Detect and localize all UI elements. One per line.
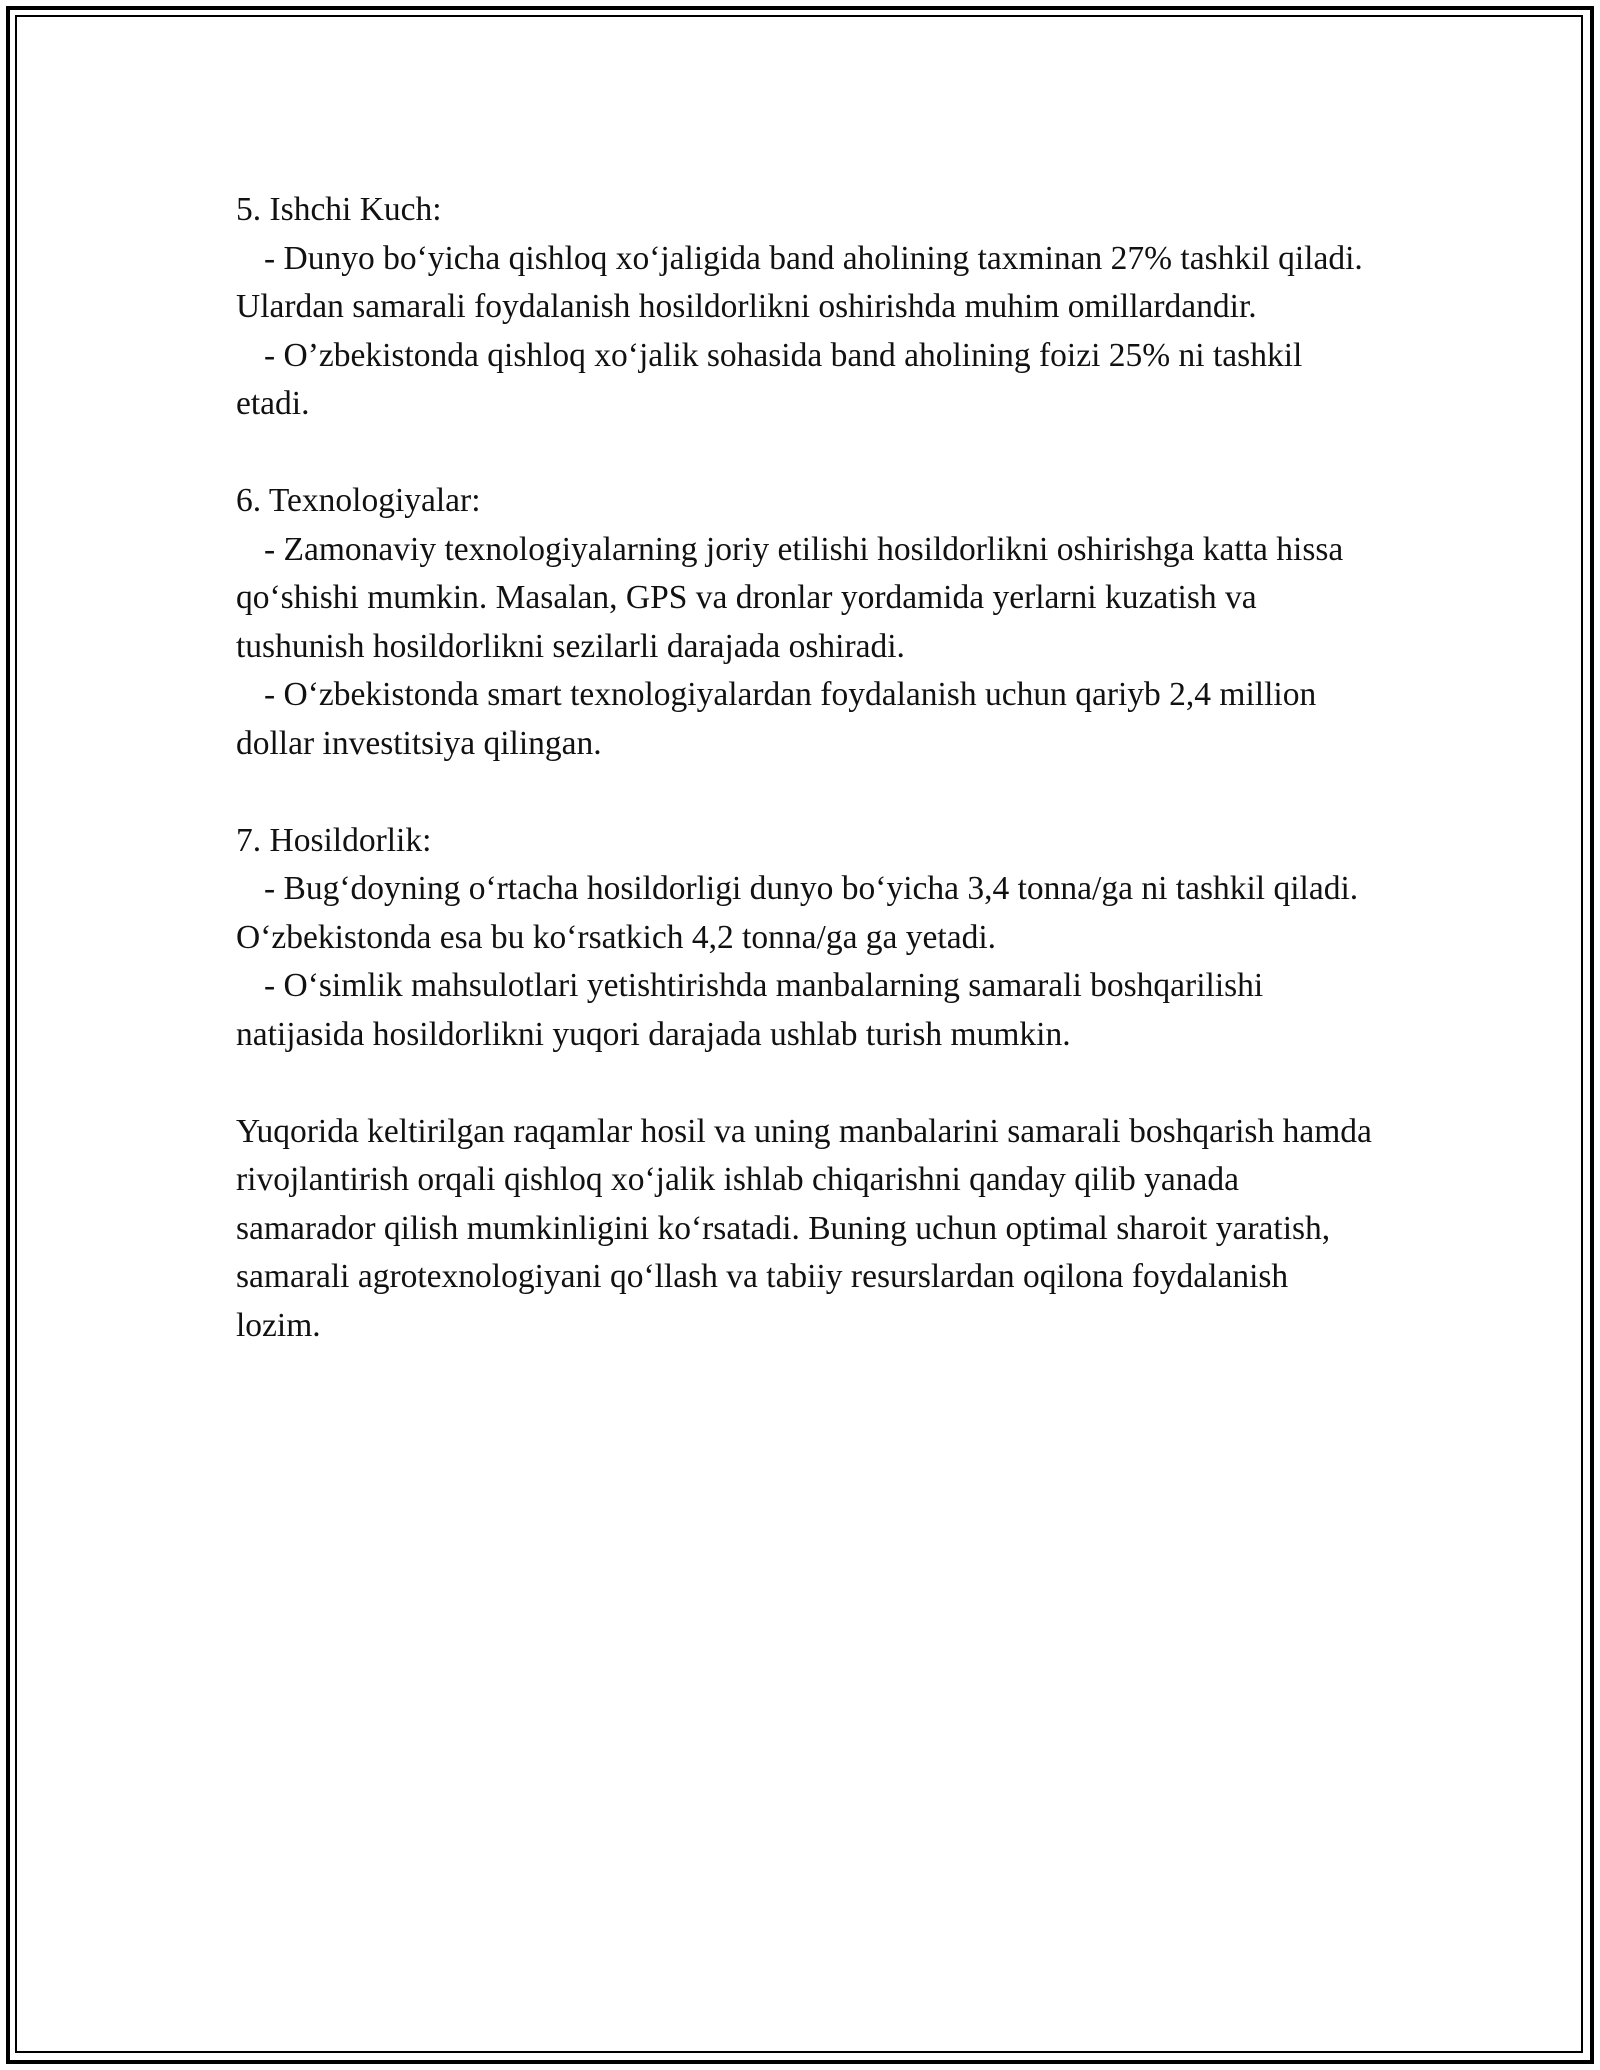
bullet-item: - O‘simlik mahsulotlari yetishtirishda manbalarning samarali boshqarilishi natijasida hosildorlikni yuqori darajada ushlab turish mumkin. [236,967,1264,1053]
closing-paragraph: Yuqorida keltirilgan raqamlar hosil va uning manbalarini samarali boshqarish hamda rivojlantirish orqali qishloq xo‘jalik ishlab chiqarishni qanday qilib yanada samarador qilish mumkinligini ko‘rsatadi. Buning uchun optimal sharoit yaratish, samarali agrotexnologiyani qo‘llash va tabiiy resurslardan oqilona foydalanish lozim. [236,1112,1372,1344]
bullet-item: - O’zbekistonda qishloq xo‘jalik sohasida band aholining foizi 25% ni tashkil etadi. [236,336,1303,422]
bullet-item: - Zamonaviy texnologiyalarning joriy etilishi hosildorlikni oshirishga katta hissa qo‘shishi mumkin. Masalan, GPS va dronlar yordamida yerlarni kuzatish va tushunish hosildorlikni sezilarli darajada oshiradi. [236,530,1344,665]
section-yield [236,817,1376,1060]
section-heading: 5. Ishchi Kuch: [236,191,442,228]
bullet-item: - O‘zbekistonda smart texnologiyalardan foydalanish uchun qariyb 2,4 million dollar investitsiya qilingan. [236,676,1317,762]
section-heading: 7. Hosildorlik: [236,821,432,859]
bullet-item: - Dunyo bo‘yicha qishloq xo‘jaligida band aholining taxminan 27% tashkil qiladi. Ulardan samarali foydalanish hosildorlikni oshirishda muhim omillardandir. [236,239,1363,325]
section-technology [236,477,1376,768]
bullet-item: - Bug‘doyning o‘rtacha hosildorligi dunyo bo‘yicha 3,4 tonna/ga ni tashkil qiladi. O‘zbekistonda esa bu ko‘rsatkich 4,2 tonna/ga ga yetadi. [236,870,1359,956]
document-body [236,186,1376,1350]
section-heading: 6. Texnologiyalar: [236,482,481,519]
section-labor [236,186,1376,429]
